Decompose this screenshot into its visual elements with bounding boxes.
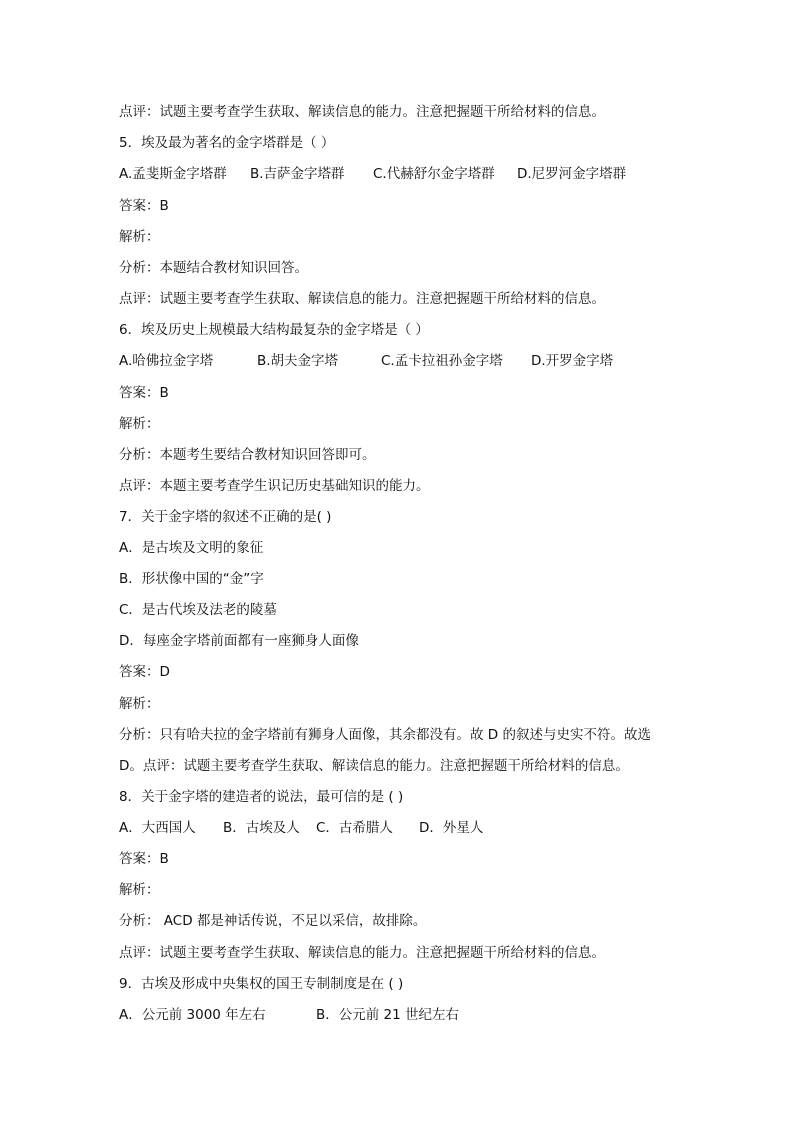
comment-line: 点评：试题主要考查学生获取、解读信息的能力。注意把握题干所给材料的信息。 [119,945,605,961]
option-d: D.尼罗河金字塔群 [517,166,627,182]
option-c: C．是古代埃及法老的陵墓 [119,602,277,618]
question-5-stem: 5．埃及最为著名的金字塔群是（ ） [119,135,335,151]
explanation-label: 解析： [119,882,160,898]
answer-line: 答案：B [119,198,169,214]
analysis-line: 分析：本题考生要结合教材知识回答即可。 [119,447,376,463]
option-b: B.吉萨金字塔群 [250,166,345,182]
answer-line: 答案：B [119,851,169,867]
analysis-line: 分析： ACD 都是神话传说，不足以采信，故排除。 [119,913,427,929]
comment-line: 点评：试题主要考查学生获取、解读信息的能力。注意把握题干所给材料的信息。 [119,104,605,120]
option-a: A．是古埃及文明的象征 [119,540,264,556]
comment-line: 点评：试题主要考查学生获取、解读信息的能力。注意把握题干所给材料的信息。 [119,291,605,307]
explanation-label: 解析： [119,416,160,432]
question-5-options [119,164,626,184]
answer-line: 答案：B [119,385,169,401]
explanation-label: 解析： [119,229,160,245]
option-d: D．外星人 [419,820,484,836]
question-6-stem: 6．埃及历史上规模最大结构最复杂的金字塔是（ ） [119,322,429,338]
question-9-options [119,1005,459,1025]
answer-line: 答案：D [119,664,170,680]
option-b: B.胡夫金字塔 [257,353,339,369]
option-c: C.孟卡拉祖孙金字塔 [381,353,503,369]
option-c: C.代赫舒尔金字塔群 [373,166,495,182]
question-8-options [119,818,483,838]
option-a: A．大西国人 [119,820,196,836]
option-d: D.开罗金字塔 [531,353,614,369]
question-8-stem: 8．关于金字塔的建造者的说法，最可信的是 ( ) [119,789,404,805]
option-a: A.孟斐斯金字塔群 [119,166,227,182]
option-b: B．形状像中国的“金”字 [119,571,264,587]
option-c: C．古希腊人 [316,820,393,836]
explanation-label: 解析： [119,696,160,712]
analysis-line: 分析：本题结合教材知识回答。 [119,260,308,276]
option-b: B．古埃及人 [223,820,300,836]
question-6-options [119,351,613,371]
analysis-line: 分析：只有哈夫拉的金字塔前有狮身人面像，其余都没有。故 D 的叙述与史实不符。故选 [119,727,651,743]
question-9-stem: 9．古埃及形成中央集权的国王专制制度是在 ( ) [119,976,404,992]
option-b: B．公元前 21 世纪左右 [316,1007,460,1023]
analysis-line-continued: D。点评：试题主要考查学生获取、解读信息的能力。注意把握题干所给材料的信息。 [119,758,629,774]
question-7-stem: 7．关于金字塔的叙述不正确的是( ) [119,509,332,525]
option-a: A．公元前 3000 年左右 [119,1007,266,1023]
option-a: A.哈佛拉金字塔 [119,353,214,369]
comment-line: 点评：本题主要考查学生识记历史基础知识的能力。 [119,478,430,494]
option-d: D．每座金字塔前面都有一座狮身人面像 [119,633,359,649]
